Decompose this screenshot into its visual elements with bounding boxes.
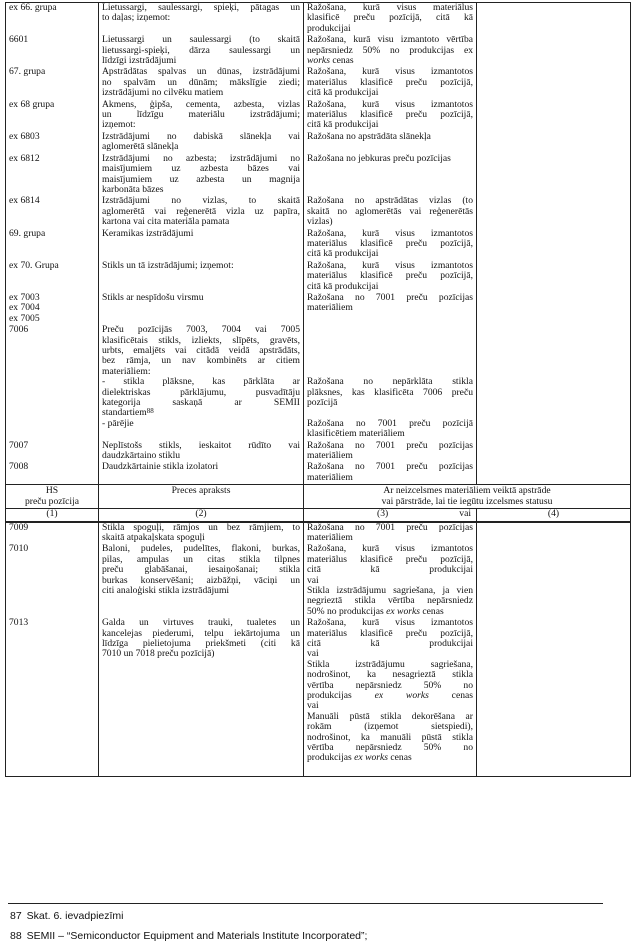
hs-code-cell [6, 325, 99, 440]
table-header-row [6, 485, 631, 509]
hs-code: ex 70. Grupa [9, 259, 59, 271]
processing-cell [304, 522, 477, 545]
processing-line: klasificētiem materiāliem [307, 428, 405, 440]
processing-line: materiāliem [307, 531, 353, 543]
table-row [6, 325, 631, 440]
description-cell [99, 293, 304, 325]
description-line: urbts, emaljēts vai citādā veidā apstrādāts, [102, 345, 300, 356]
description-cell [99, 462, 304, 484]
description-line: dielektriskas pārklājumu, pusvadītāju [102, 386, 300, 398]
description-line: Preču pozīcijās 7003, 7004 vai 7005 [102, 324, 300, 336]
alt-processing-cell [477, 196, 631, 228]
description-cell [99, 196, 304, 228]
header-text: Preces apraksts [171, 485, 231, 497]
footnote-87 [10, 910, 124, 922]
header-text: HS [45, 485, 59, 497]
description-cell [99, 100, 304, 132]
hs-code: 7006 [9, 324, 29, 336]
processing-line: plāksnes, kas klasificēta 7006 preču [307, 386, 473, 398]
processing-line: materiāliem [307, 302, 353, 314]
footnote-number: 88 [10, 930, 22, 942]
spacer [307, 356, 473, 366]
processing-cell [304, 544, 477, 618]
hs-code: 7013 [9, 617, 29, 629]
description-line: materiāliem: [102, 365, 151, 377]
description-cell [99, 229, 304, 261]
processing-line: Ražošana no apstrādāta slānekļa [307, 130, 431, 142]
processing-line: Ražošana no 7001 preču pozīcijas [307, 461, 473, 473]
alt-processing-cell [477, 3, 631, 36]
hs-code: 7007 [9, 439, 29, 451]
alt-processing-cell [477, 67, 631, 99]
processing-cell [304, 132, 477, 154]
hs-code: ex 7004 [9, 302, 40, 314]
description-line: Galda un virtuves trauki, tualetes un [102, 617, 300, 629]
processing-line: vērtība nepārsniedz 50% no [307, 742, 473, 754]
column-number [304, 509, 477, 522]
column-number: (2) [99, 509, 304, 522]
description-line: skaitā atpakaļskata spoguļi [102, 531, 205, 543]
description-line: lietussargi-spieķi, dārza saulessargi un [102, 44, 300, 56]
processing-line: materiālus klasificē preču pozīcijā, [307, 76, 473, 88]
header-description [99, 485, 304, 509]
table-row [6, 229, 631, 261]
processing-line: Ražošana, kurā visus izmantotos [307, 98, 473, 110]
processing-line: pozīcijā [307, 397, 338, 409]
spacer [307, 336, 473, 346]
processing-line: produkcijai [307, 22, 351, 34]
description-cell [99, 441, 304, 463]
processing-line: Manuāli pūstā stikla dekorēšana ar [307, 710, 473, 722]
alt-processing-cell [477, 544, 631, 618]
empty-cell [99, 765, 304, 777]
processing-line: rokām (izņemot sietspiedi), [307, 721, 473, 733]
description-line: līdzīgi izstrādājumi [102, 55, 177, 67]
header-text: preču pozīcija [24, 495, 80, 507]
hs-code: ex 66. grupa [9, 2, 57, 13]
description-cell [99, 261, 304, 293]
description-cell [99, 132, 304, 154]
table-row [6, 544, 631, 618]
hs-code-cell [6, 132, 99, 154]
hs-code: ex 68 grupa [9, 98, 55, 110]
table-row [6, 35, 631, 67]
alt-processing-cell [477, 462, 631, 484]
description-line: karbonāta bāzes [102, 183, 164, 195]
hs-code: ex 7005 [9, 312, 40, 324]
footnote-separator [8, 903, 603, 904]
alt-processing-cell [477, 132, 631, 154]
processing-line: materiāliem [307, 471, 353, 483]
processing-line: Ražošana, kurā visus materiālus [307, 2, 473, 13]
processing-cell [304, 100, 477, 132]
processing-line: citā kā produkcijai [307, 637, 473, 649]
hs-code-cell [6, 229, 99, 261]
hs-code-cell [6, 522, 99, 545]
processing-cell [304, 261, 477, 293]
table-row [6, 462, 631, 484]
processing-line: citā kā produkcijai [307, 280, 379, 292]
hs-code-cell [6, 35, 99, 67]
hs-code: 69. grupa [9, 227, 46, 239]
description-line: daudzkārtaino stiklu [102, 450, 181, 462]
table-row [6, 522, 631, 545]
processing-line: works cenas [307, 55, 354, 67]
processing-cell [304, 154, 477, 197]
processing-line: citā kā produkcijai [307, 87, 379, 99]
alt-processing-cell [477, 154, 631, 197]
processing-cell [304, 196, 477, 228]
footnote-text: SEMII – “Semiconductor Equipment and Materials Institute Incorporated”; [26, 930, 368, 942]
hs-code-cell [6, 67, 99, 99]
description-line: kartona vai cita materiāla pamata [102, 216, 230, 228]
description-line: - stikla plāksne, kas pārklāta ar [102, 376, 300, 388]
description-line: Izstrādājumi no azbesta; izstrādājumi no [102, 152, 300, 164]
processing-line: Ražošana no 7001 preču pozīcijas [307, 291, 473, 303]
table-row [6, 196, 631, 228]
hs-code: 7008 [9, 461, 29, 473]
spacer [307, 325, 473, 335]
description-line: Lietussargi, saulessargi, spieķi, pātagas un [102, 2, 300, 13]
description-line: Neplīstošs stikls, ieskaitot rūdīto vai [102, 439, 300, 451]
processing-line: materiālus klasificē preču pozīcijā, [307, 109, 473, 121]
alt-processing-cell [477, 100, 631, 132]
processing-line: citā kā produkcijai [307, 119, 379, 131]
hs-code-cell [6, 293, 99, 325]
table-row [6, 100, 631, 132]
table-row [6, 67, 631, 99]
hs-code-cell [6, 261, 99, 293]
hs-code: ex 7003 [9, 291, 40, 303]
description-cell [99, 522, 304, 545]
column-number-label: vai [459, 508, 471, 520]
alt-processing-cell [477, 618, 631, 765]
processing-line: materiāliem [307, 450, 353, 462]
description-line: klasificētais stikls, izliekts, slīpēts, gravēts, [102, 334, 300, 346]
processing-cell [304, 618, 477, 765]
alt-processing-cell [477, 441, 631, 463]
alt-processing-cell [477, 35, 631, 67]
processing-line: Ražošana no 7001 preču pozīcijā [307, 417, 473, 429]
description-cell [99, 3, 304, 36]
spacer [307, 346, 473, 356]
column-number-row [6, 509, 631, 522]
description-line: 7010 un 7018 preču pozīcijā) [102, 648, 215, 660]
description-line: to daļas; izņemot: [102, 12, 171, 24]
processing-cell [304, 293, 477, 325]
description-line: Izstrādājumi no vizlas, to skaitā [102, 195, 300, 207]
processing-line: Ražošana, kurā visus izmantotos [307, 259, 473, 271]
description-line: standartiem$^{88}$ [102, 407, 154, 419]
description-cell [99, 35, 304, 67]
description-line: aglomerētā slānekļa [102, 141, 179, 153]
table-row [6, 132, 631, 154]
hs-code: 67. grupa [9, 66, 46, 78]
header-hs-code [6, 485, 99, 509]
processing-line: skaitā no aglomerētās vai reģenerētās [307, 205, 473, 217]
description-line: Stikls un tā izstrādājumi; izņemot: [102, 259, 234, 271]
hs-code-cell [6, 544, 99, 618]
processing-cell [304, 441, 477, 463]
empty-cell [477, 765, 631, 777]
processing-line: materiālus klasificē preču pozīcijā, [307, 627, 473, 639]
processing-line: vai [307, 574, 319, 586]
processing-line: Ražošana no 7001 preču pozīcijas [307, 439, 473, 451]
description-line: izņemot: [102, 119, 136, 131]
table-row [6, 3, 631, 36]
column-number-label: (3) [377, 508, 389, 520]
footnote-text: Skat. 6. ievadpiezīmi [26, 910, 124, 922]
hs-code-cell [6, 100, 99, 132]
description-line: līdzīga pielietojuma priekšmeti (citi kā [102, 637, 300, 649]
empty-cell [6, 765, 99, 777]
processing-cell [304, 325, 477, 440]
alt-processing-cell [477, 522, 631, 545]
description-line: maisījumiem uz azbesta un magnija [102, 173, 300, 185]
description-line: izstrādājumi no cilvēku matiem [102, 87, 224, 99]
hs-code: 6601 [9, 34, 29, 46]
processing-line: materiālus klasificē preču pozīcijā, [307, 270, 473, 282]
description-line: burkas konservēšani; aizbāžņi, vāciņi un [102, 574, 300, 586]
description-line: Stikla spoguļi, rāmjos un bez rāmjiem, to [102, 521, 300, 533]
footnote-88 [10, 930, 367, 942]
hs-code-cell [6, 196, 99, 228]
description-line: Daudzkārtainie stikla izolatori [102, 461, 219, 473]
footnote-number: 87 [10, 910, 22, 922]
processing-line: nodrošinot, ka manuāli pūstā stikla [307, 731, 473, 743]
origin-rules-table [5, 2, 631, 777]
description-cell [99, 154, 304, 197]
processing-line: Ražošana, kurā visus izmantotos [307, 66, 473, 78]
processing-cell [304, 35, 477, 67]
table-row [6, 261, 631, 293]
header-processing [304, 485, 631, 509]
hs-code: ex 6812 [9, 152, 40, 164]
description-line: kategorija saskaņā ar SEMII [102, 397, 300, 409]
description-line: aglomerētā vai reģenerētā vizla uz papīra, [102, 205, 300, 217]
description-line: citi analoģiski stikla izstrādājumi [102, 584, 230, 596]
alt-processing-cell [477, 229, 631, 261]
description-line: Apstrādātas spalvas un dūnas, izstrādājumi [102, 66, 300, 78]
description-cell [99, 544, 304, 618]
processing-line: citā kā produkcijai [307, 564, 473, 576]
table-row [6, 441, 631, 463]
processing-cell [304, 67, 477, 99]
description-line: Keramikas izstrādājumi [102, 227, 194, 239]
processing-line: negrieztā stikla vērtība nepārsniedz [307, 595, 473, 607]
description-cell [99, 67, 304, 99]
hs-code-cell [6, 154, 99, 197]
description-line: no spalvām un dūnām; mākslīgie ziedi; [102, 76, 300, 88]
description-line: Baloni, pudeles, pudelītes, flakoni, burkas, [102, 543, 300, 555]
processing-line: produkcijas ex works cenas [307, 752, 412, 764]
description-line: pilas, ampulas un citas stikla tilpnes [102, 553, 300, 565]
hs-code: 7010 [9, 543, 29, 555]
processing-line: nepārsniedz 50% no produkcijas ex [307, 44, 473, 56]
description-line: un līdzīgu materiālu izstrādājumi; [102, 109, 300, 121]
processing-line: Ražošana, kurā visus izmantotos [307, 543, 473, 555]
processing-line: Stikla izstrādājumu sagriešana, [307, 658, 473, 670]
table-row [6, 618, 631, 765]
hs-code: ex 6814 [9, 195, 40, 207]
alt-processing-cell [477, 325, 631, 440]
header-text: Ar neizcelsmes materiāliem veiktā apstrāde [383, 485, 551, 497]
processing-line: nodrošinot, ka nesagrieztā stikla [307, 669, 473, 681]
hs-code-cell [6, 441, 99, 463]
processing-line: materiālus klasificē preču pozīcijā, [307, 237, 473, 249]
footnote-ref: 88 [146, 407, 154, 416]
hs-code-cell [6, 618, 99, 765]
table-row [6, 293, 631, 325]
processing-line: produkcijas ex works cenas [307, 690, 473, 701]
hs-code: 7009 [9, 521, 29, 533]
description-line: maisījumiem uz azbesta bāzes vai [102, 163, 300, 175]
table-row [6, 154, 631, 197]
processing-line: Ražošana no jebkuras preču pozīcijas [307, 152, 451, 164]
hs-code-cell [6, 3, 99, 36]
processing-line: vērtība nepārsniedz 50% no [307, 679, 473, 691]
processing-cell [304, 3, 477, 36]
description-line: Lietussargi un saulessargi (to skaitā [102, 34, 300, 46]
processing-cell [304, 462, 477, 484]
processing-line: Ražošana no nepārklāta stikla [307, 376, 473, 388]
header-text: vai pārstrāde, lai tie iegūtu izcelsmes statusu [381, 495, 553, 507]
description-cell [99, 618, 304, 765]
description-line: kancelejas piederumi, telpu iekārtojuma un [102, 627, 300, 639]
column-number: (1) [6, 509, 99, 522]
processing-line: vizlas) [307, 216, 333, 228]
processing-line: citā kā produkcijai [307, 248, 379, 260]
description-line: - pārējie [102, 417, 134, 429]
processing-line: Ražošana no 7001 preču pozīcijas [307, 521, 473, 533]
hs-code: ex 6803 [9, 130, 40, 142]
description-cell [99, 325, 304, 440]
hs-code-cell [6, 462, 99, 484]
alt-processing-cell [477, 261, 631, 293]
processing-cell [304, 229, 477, 261]
processing-line: Ražošana, kurā visus izmantotos [307, 227, 473, 239]
description-line: bez rāmja, un nav kombinēts ar citiem [102, 355, 300, 367]
table-row-end [6, 765, 631, 777]
processing-line: Ražošana, kurā visus izmantotos [307, 617, 473, 629]
column-number: (4) [477, 509, 631, 522]
processing-line: klasificē preču pozīcijā, citā kā [307, 12, 473, 24]
alt-processing-cell [477, 293, 631, 325]
description-line: Stikls ar nespīdošu virsmu [102, 291, 204, 303]
description-line: Akmens, ģipša, cementa, azbesta, vizlas [102, 98, 300, 110]
processing-line: Ražošana no apstrādātas vizlas (to [307, 195, 473, 207]
processing-line: vai [307, 648, 319, 660]
description-line: preču glabāšanai, iesaiņošanai; stikla [102, 564, 300, 576]
processing-line: vai [307, 700, 319, 712]
empty-cell [304, 765, 477, 777]
description-line: Izstrādājumi no dabiskā slānekļa vai [102, 130, 300, 142]
processing-line: materiālus klasificē preču pozīcijā, [307, 553, 473, 565]
processing-line: Ražošana, kurā visu izmantoto vērtība [307, 34, 473, 46]
processing-line: Stikla izstrādājumu sagriešana, ja vien [307, 584, 473, 596]
processing-line: 50% no produkcijas ex works cenas [307, 605, 444, 617]
